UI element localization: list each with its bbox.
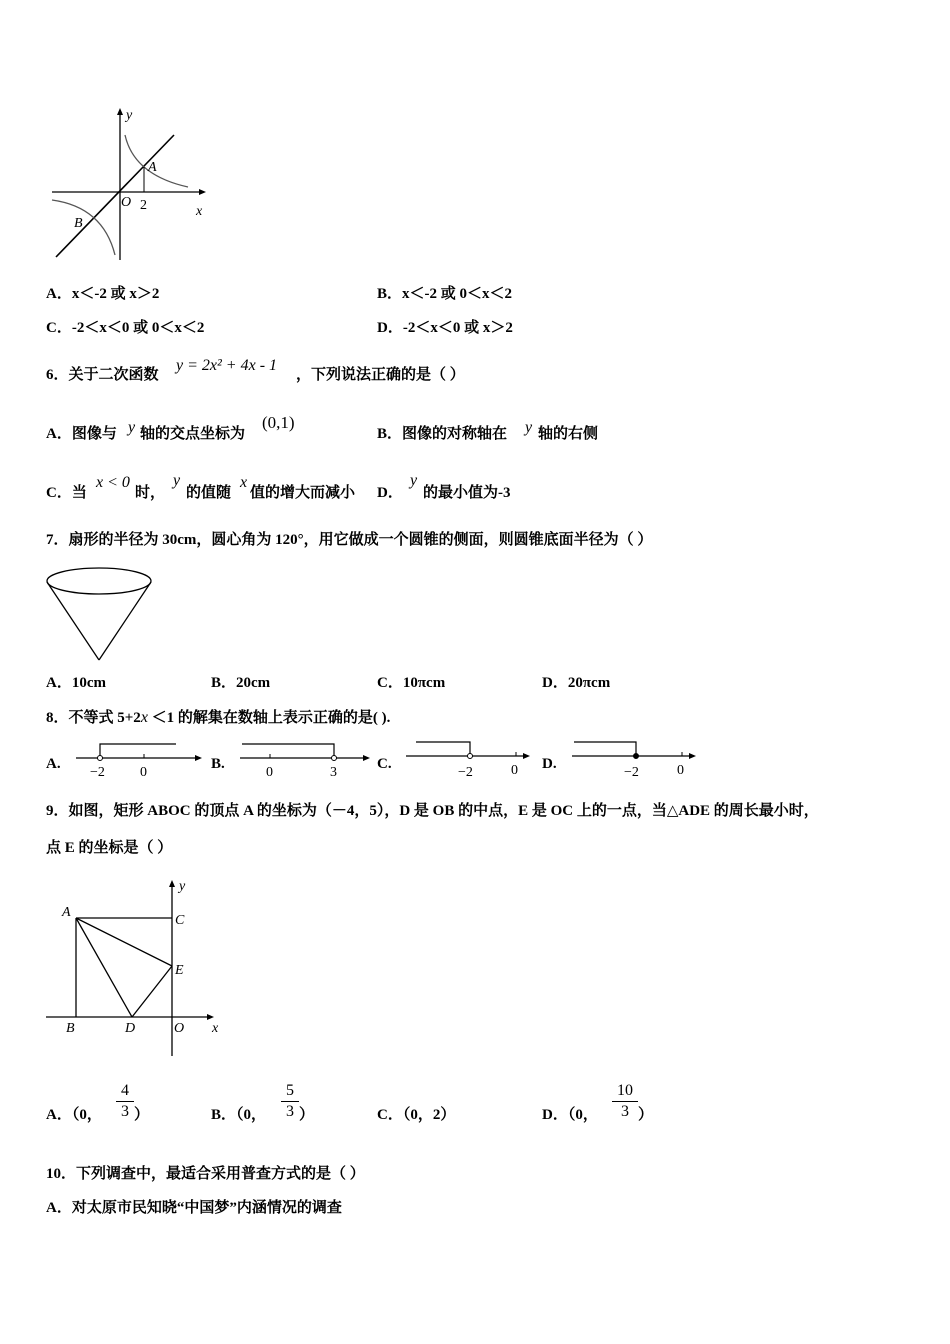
q6-option-c-mid1: 时， (135, 485, 166, 501)
q8-c-right-tick: 0 (511, 763, 518, 778)
q8-numberline-c (406, 738, 534, 782)
q9-option-b-numerator: 5 (286, 1082, 294, 1099)
q8-option-b-label[interactable]: B. (211, 756, 225, 772)
q8-option-d-label[interactable]: D. (542, 756, 557, 772)
q8-numberline-d (572, 738, 700, 782)
q9-option-d[interactable]: D．（0， (542, 1107, 598, 1123)
q5-x-label: x (196, 204, 203, 219)
q8-a-left-tick: −2 (90, 765, 105, 780)
q6-option-c-prefix[interactable]: C．当 (46, 485, 87, 501)
q5-option-d[interactable]: D．-2＜x＜0 或 x＞2 (377, 320, 513, 336)
q7-option-c[interactable]: C．10πcm (377, 675, 446, 691)
q6-option-a-mid: 轴的交点坐标为 (140, 426, 246, 442)
q10-option-a[interactable]: A．对太原市民知晓“中国梦”内涵情况的调查 (46, 1200, 342, 1216)
q7-option-a[interactable]: A．10cm (46, 675, 106, 691)
q9-label-a: A (62, 905, 71, 920)
q5-function-graph (48, 105, 218, 265)
q9-stem-line1: 9．如图，矩形 ABOC 的顶点 A 的坐标为（－4，5），D 是 OB 的中点，E 是 OC 上的一点，当△ADE 的周长最小时， (46, 803, 819, 819)
q8-stem-var: x (140, 709, 148, 726)
q6-stem (46, 368, 159, 383)
q6-option-b-suffix: 轴的右侧 (538, 426, 599, 442)
q6-stem-prefix: 6．关于二次函数 (46, 367, 159, 383)
q8-stem-suffix: ＜1 的解集在数轴上表示正确的是( ). (147, 710, 391, 726)
q6-option-c-suffix: 值的增大而减小 (250, 485, 356, 501)
q8-stem (46, 710, 390, 726)
q6-option-c-mid2: 的值随 (186, 485, 232, 501)
q5-option-a[interactable]: A．x＜-2 或 x＞2 (46, 286, 160, 302)
q6-stem-suffix: ，下列说法正确的是（ ） (296, 367, 465, 383)
q8-option-a-label[interactable]: A. (46, 756, 61, 772)
q6-option-d-suffix: 的最小值为-3 (423, 485, 511, 501)
q9-stem-line2: 点 E 的坐标是（ ） (46, 840, 173, 856)
q6-option-a-point: (0,1) (262, 413, 295, 432)
q6-option-c-var2: x (240, 474, 248, 491)
q6-option-a-prefix[interactable]: A．图像与 (46, 426, 117, 442)
q9-option-a-fraction (116, 1083, 134, 1120)
q5-point-a-label: A (148, 160, 157, 175)
q6-option-c-cond: x < 0 (96, 474, 130, 491)
q6-option-b-var: y (525, 419, 533, 436)
cone-figure (44, 565, 156, 665)
q9-label-c: C (175, 913, 185, 928)
q6-formula: y = 2x² + 4x - 1 (176, 357, 278, 374)
q8-option-c-label[interactable]: C. (377, 756, 392, 772)
q9-option-b[interactable]: B．（0， (211, 1107, 267, 1123)
q9-option-d-numerator: 10 (617, 1082, 633, 1099)
q9-option-b-denominator: 3 (286, 1103, 294, 1120)
q8-stem-prefix: 8．不等式 5+2 (46, 710, 141, 726)
q5-tick-label: 2 (140, 198, 147, 213)
q8-a-right-tick: 0 (140, 765, 147, 780)
q9-option-a-denominator: 3 (121, 1103, 129, 1120)
q9-label-y: y (179, 879, 186, 894)
q6-option-c-var1: y (173, 472, 181, 489)
q8-b-left-tick: 0 (266, 765, 273, 780)
q8-numberline-a (76, 740, 204, 782)
q8-d-left-tick: −2 (624, 765, 639, 780)
q8-d-right-tick: 0 (677, 763, 684, 778)
q5-origin-label: O (121, 195, 132, 210)
q9-rectangle-figure (44, 876, 230, 1060)
q8-b-right-tick: 3 (330, 765, 337, 780)
q6-option-d-prefix[interactable]: D． (377, 485, 403, 501)
q5-option-b[interactable]: B．x＜-2 或 0＜x＜2 (377, 286, 513, 302)
q9-option-a-close: ） (134, 1107, 150, 1123)
q9-label-o: O (174, 1021, 185, 1036)
q7-stem: 7．扇形的半径为 30cm，圆心角为 120°，用它做成一个圆锥的侧面，则圆锥底面半径为（ ） (46, 532, 653, 548)
q9-option-c[interactable]: C．（0，2） (377, 1107, 456, 1123)
q9-option-d-fraction (612, 1083, 638, 1120)
q9-label-x: x (212, 1021, 219, 1036)
q9-option-b-fraction (281, 1083, 299, 1120)
q7-option-d[interactable]: D．20πcm (542, 675, 611, 691)
q9-option-b-close: ） (299, 1107, 315, 1123)
q5-y-label: y (126, 108, 133, 123)
q9-label-e: E (175, 963, 184, 978)
q9-option-d-denominator: 3 (621, 1103, 629, 1120)
q6-option-b-prefix[interactable]: B．图像的对称轴在 (377, 426, 508, 442)
q9-option-a-numerator: 4 (121, 1082, 129, 1099)
q10-stem: 10．下列调查中，最适合采用普查方式的是（ ） (46, 1166, 365, 1182)
q9-label-d: D (125, 1021, 136, 1036)
q9-label-b: B (66, 1021, 75, 1036)
q5-point-b-label: B (74, 216, 83, 231)
q7-option-b[interactable]: B．20cm (211, 675, 271, 691)
q5-option-c[interactable]: C．-2＜x＜0 或 0＜x＜2 (46, 320, 205, 336)
q6-option-d-var: y (410, 472, 418, 489)
q8-c-left-tick: −2 (458, 765, 473, 780)
q8-numberline-b (240, 740, 372, 782)
q9-option-a[interactable]: A．（0， (46, 1107, 102, 1123)
q9-option-d-close: ） (638, 1107, 654, 1123)
q6-option-a-var: y (128, 419, 136, 436)
